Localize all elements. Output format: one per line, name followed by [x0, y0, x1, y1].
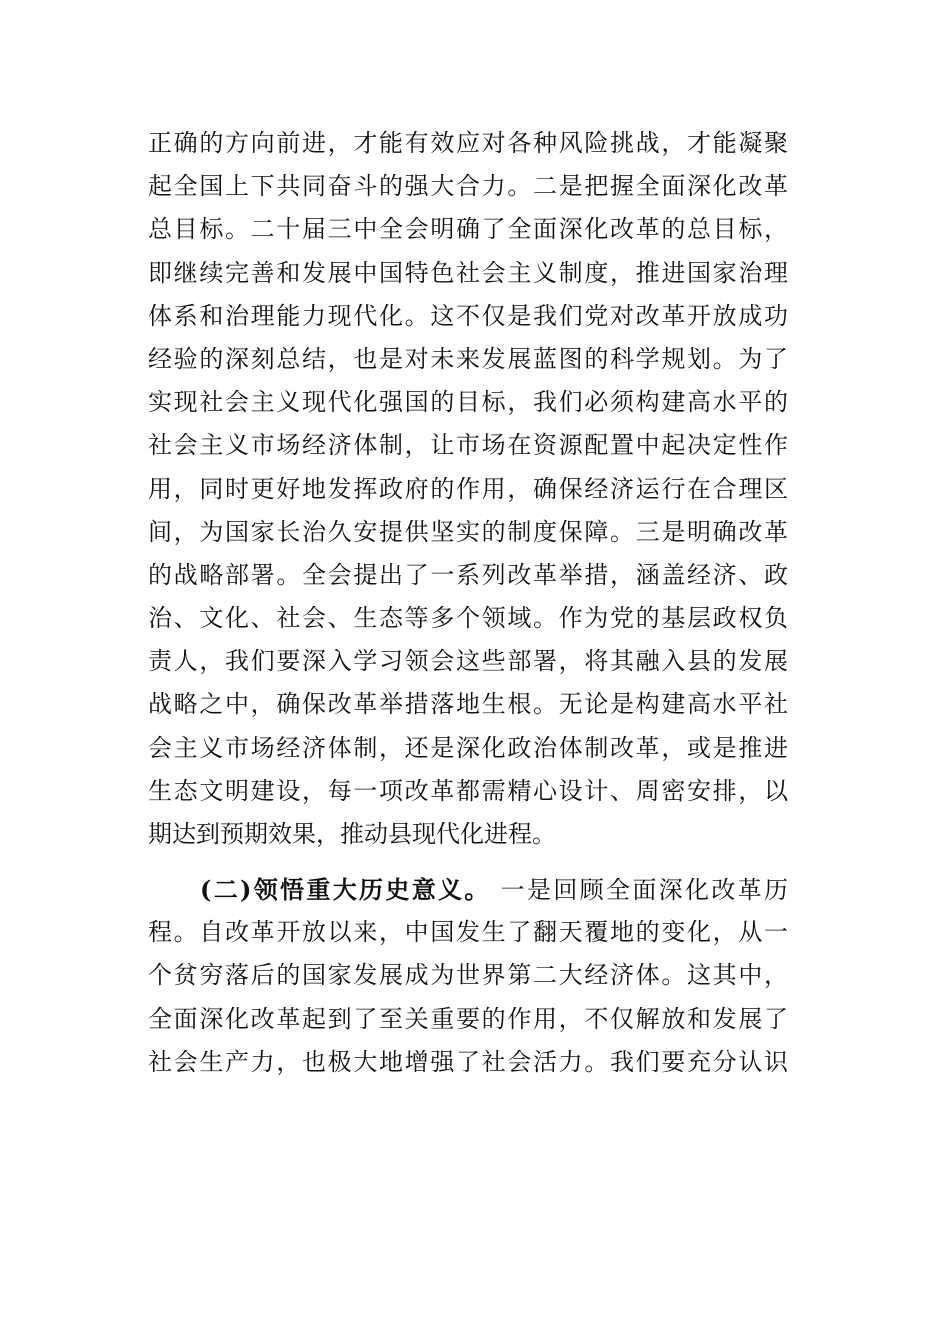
paragraph-2-first-line-text: 一是回顾全面深化改革历 — [490, 876, 788, 904]
paragraph-1-line: 用，同时更好地发挥政府的作用，确保经济运行在合理区 — [148, 474, 788, 503]
paragraph-1-line: 生态文明建设，每一项改革都需精心设计、周密安排，以 — [148, 776, 788, 805]
paragraph-1-line: 起全国上下共同奋斗的强大合力。二是把握全面深化改革 — [148, 172, 788, 201]
paragraph-2-line: 程。自改革开放以来，中国发生了翻天覆地的变化，从一 — [148, 918, 788, 947]
paragraph-2-line: 社会生产力，也极大地增强了社会活力。我们要充分认识 — [148, 1047, 788, 1076]
paragraph-1-line: 间，为国家长治久安提供坚实的制度保障。三是明确改革 — [148, 517, 788, 546]
paragraph-2-first-line — [148, 868, 788, 911]
paragraph-2-line: 个贫穷落后的国家发展成为世界第二大经济体。这其中， — [148, 961, 788, 990]
section-heading: (二)领悟重大历史意义。 — [200, 875, 491, 904]
paragraph-1-line: 期达到预期效果，推动县现代化进程。 — [148, 820, 556, 848]
paragraph-1-line: 经验的深刻总结，也是对未来发展蓝图的科学规划。为了 — [148, 344, 788, 373]
paragraph-1-line: 战略之中，确保改革举措落地生根。无论是构建高水平社 — [148, 690, 788, 719]
paragraph-1-line: 即继续完善和发展中国特色社会主义制度，推进国家治理 — [148, 258, 788, 287]
paragraph-1-line: 总目标。二十届三中全会明确了全面深化改革的总目标， — [148, 215, 788, 244]
paragraph-1-line: 社会主义市场经济体制，让市场在资源配置中起决定性作 — [148, 431, 788, 460]
paragraph-2 — [148, 868, 788, 1084]
paragraph-1-line: 体系和治理能力现代化。这不仅是我们党对改革开放成功 — [148, 301, 788, 330]
paragraph-1-line: 治、文化、社会、生态等多个领域。作为党的基层政权负 — [148, 604, 788, 633]
paragraph-1-line: 的战略部署。全会提出了一系列改革举措，涵盖经济、政 — [148, 560, 788, 589]
paragraph-1-line: 正确的方向前进，才能有效应对各种风险挑战，才能凝聚 — [148, 129, 788, 157]
paragraph-2-line: 全面深化改革起到了至关重要的作用，不仅解放和发展了 — [148, 1004, 788, 1033]
paragraph-1 — [148, 122, 788, 856]
paragraph-1-line: 实现社会主义现代化强国的目标，我们必须构建高水平的 — [148, 388, 788, 417]
paragraph-1-line: 会主义市场经济体制，还是深化政治体制改革，或是推进 — [148, 733, 788, 762]
paragraph-1-line: 责人，我们要深入学习领会这些部署，将其融入县的发展 — [148, 647, 788, 676]
